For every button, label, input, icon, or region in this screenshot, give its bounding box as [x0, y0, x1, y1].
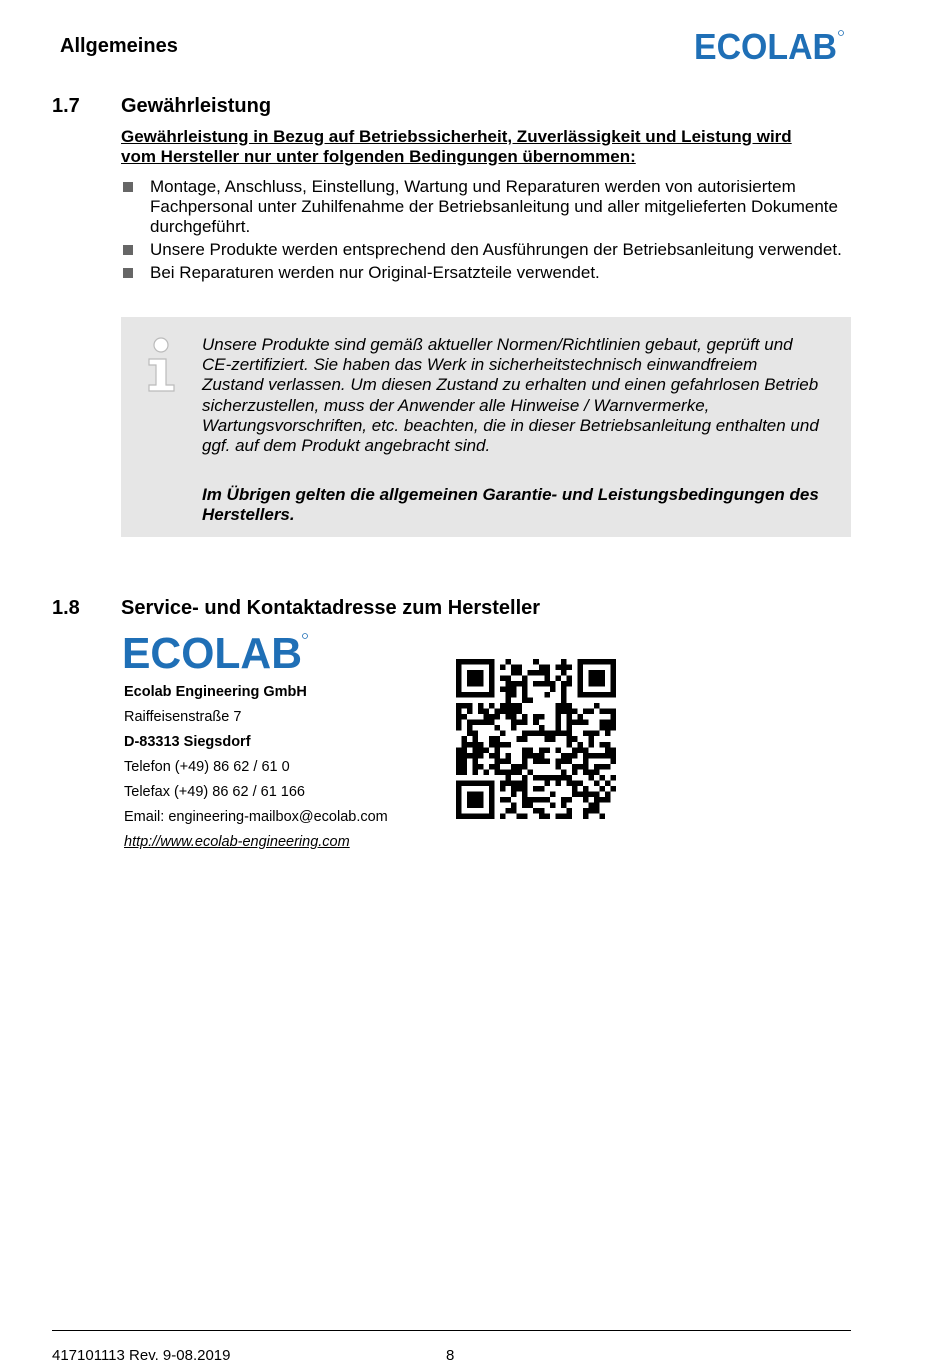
square-bullet-icon: [123, 182, 133, 192]
city-address: D-83313 Siegsdorf: [124, 734, 251, 750]
footer-divider: [52, 1330, 851, 1331]
page-header-title: Allgemeines: [60, 35, 178, 57]
fax-number: Telefax (+49) 86 62 / 61 166: [124, 784, 305, 800]
info-icon: [144, 337, 178, 393]
email-address[interactable]: Email: engineering-mailbox@ecolab.com: [124, 809, 388, 825]
ecolab-logo-top: [694, 28, 844, 62]
section-title: Service- und Kontaktadresse zum Hersteller: [121, 597, 541, 619]
info-text: Unsere Produkte sind gemäß aktueller Normen/Richtlinien gebaut, geprüft und CE-zertifiziert. Sie haben das Werk in sicherheitstechnisch einwandfreiem Zustand verlassen. Um diesen Zustand zu erhalten und einen gefahrlosen Betrieb sicherzustellen, muss der Anwender alle Hinweise / Warnvermerke, Wartungsvorschriften, etc. beachten, die in dieser Betriebsanleitung enthalten und ggf. auf dem Produkt angebracht sind.: [202, 335, 819, 456]
info-bold-text: Im Übrigen gelten die allgemeinen Garantie- und Leistungsbedingungen des Herstellers.: [202, 485, 819, 525]
qr-code[interactable]: [456, 659, 616, 819]
street-address: Raiffeisenstraße 7: [124, 709, 242, 725]
square-bullet-icon: [123, 245, 133, 255]
svg-text:ECOLAB: ECOLAB: [694, 28, 837, 62]
page-number: 8: [446, 1347, 455, 1364]
phone-number: Telefon (+49) 86 62 / 61 0: [124, 759, 290, 775]
section-number: 1.8: [52, 597, 80, 619]
section-number: 1.7: [52, 95, 80, 117]
list-item: Bei Reparaturen werden nur Original-Ersatzteile verwendet.: [123, 263, 863, 283]
ecolab-logo: [122, 631, 308, 671]
warranty-intro: [121, 127, 861, 167]
document-id: 417101113 Rev. 9-08.2019: [52, 1347, 231, 1364]
section-title: Gewährleistung: [121, 95, 272, 117]
list-item: Unsere Produkte werden entsprechend den Ausführungen der Betriebsanleitung verwendet.: [123, 240, 863, 260]
company-name: Ecolab Engineering GmbH: [124, 684, 307, 700]
square-bullet-icon: [123, 268, 133, 278]
warranty-intro-line: Gewährleistung in Bezug auf Betriebssicherheit, Zuverlässigkeit und Leistung wird: [121, 127, 792, 146]
list-item: Montage, Anschluss, Einstellung, Wartung und Reparaturen werden von autorisiertem Fachpersonal unter Zuhilfenahme der Betriebsanleitung und aller mitgelieferten Dokumente durchgeführt.: [123, 177, 863, 237]
svg-text:ECOLAB: ECOLAB: [122, 631, 302, 671]
warranty-conditions-list: [123, 177, 863, 286]
website-link[interactable]: http://www.ecolab-engineering.com: [124, 834, 350, 850]
warranty-intro-line: vom Hersteller nur unter folgenden Bedingungen übernommen:: [121, 147, 636, 166]
